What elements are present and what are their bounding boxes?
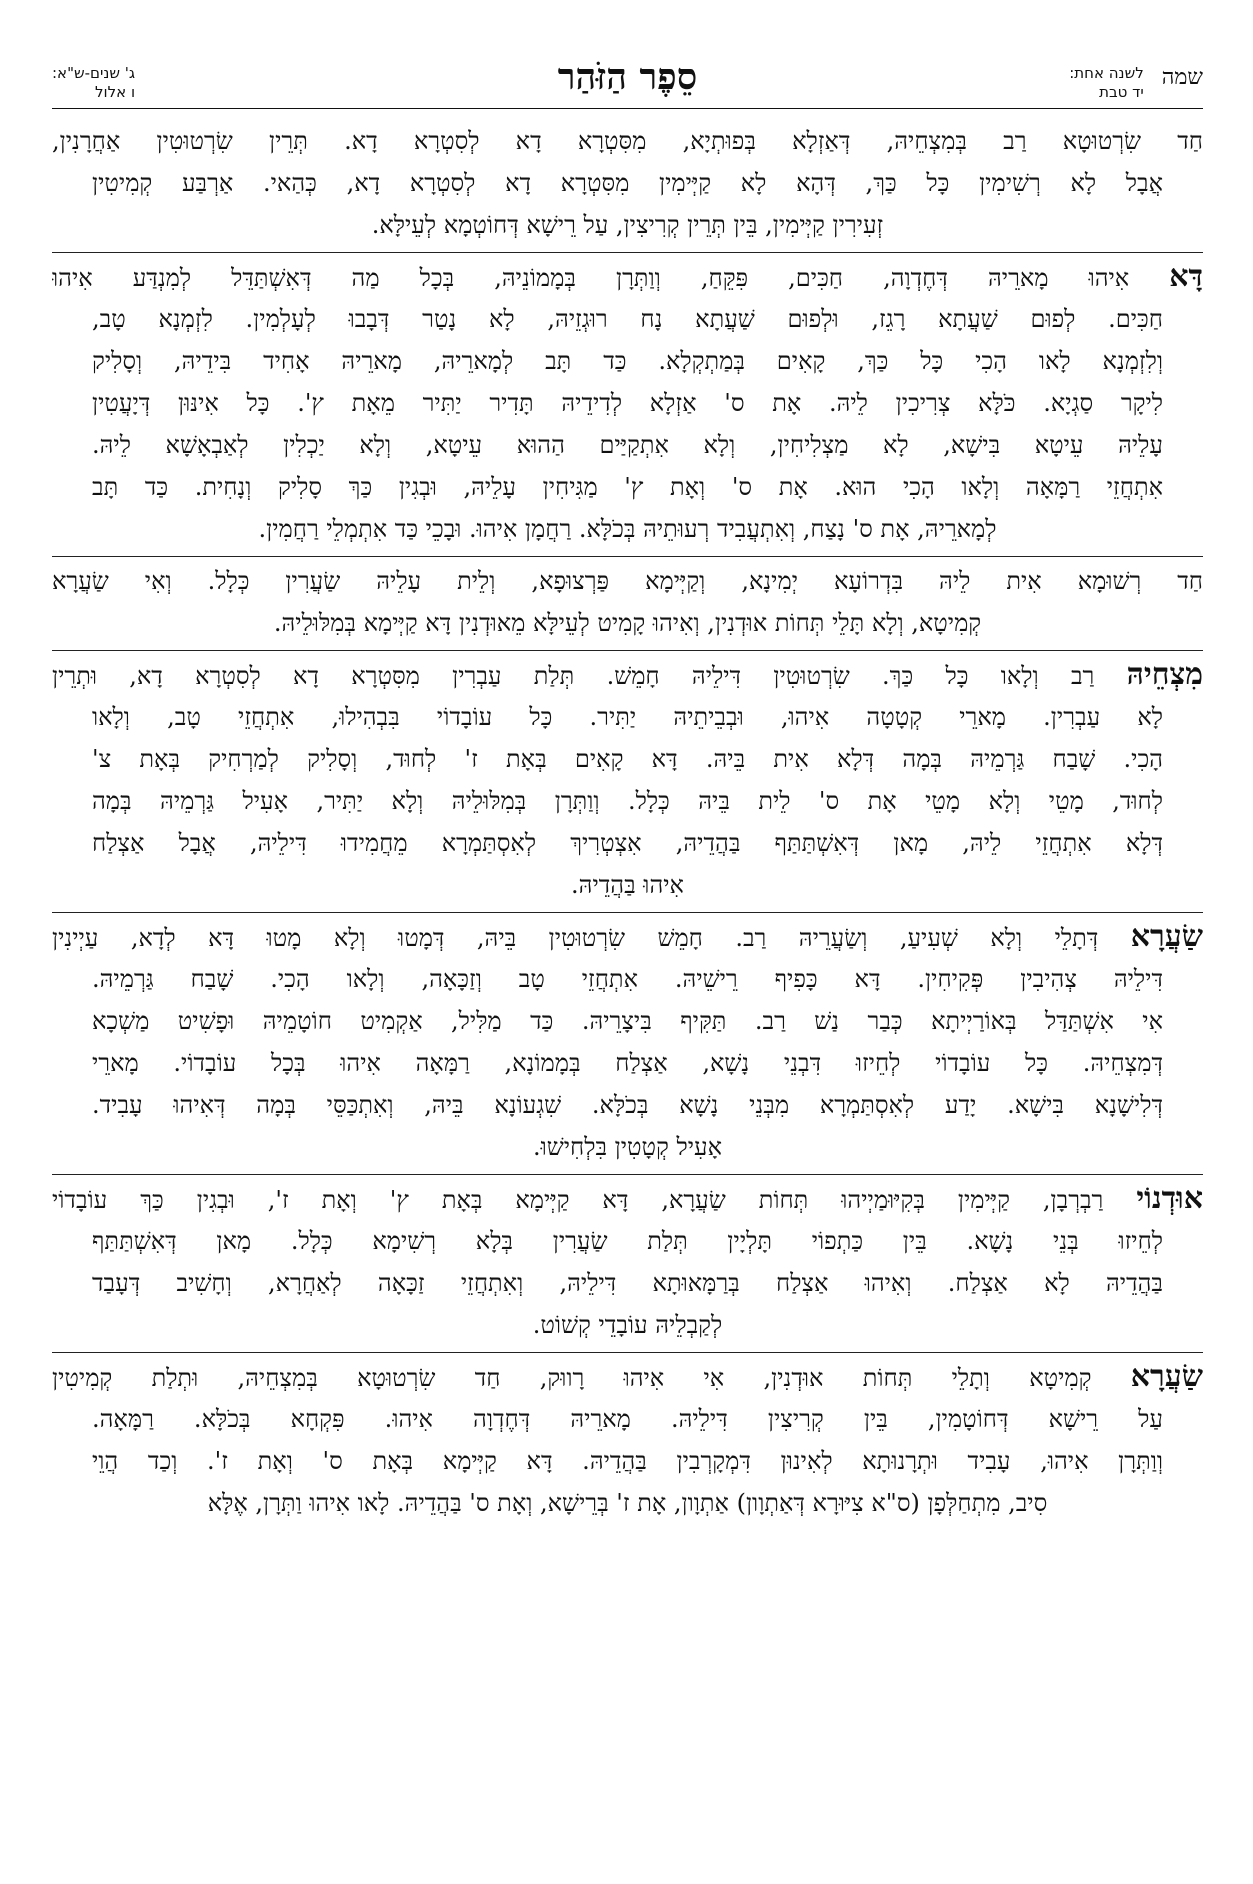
text-line bbox=[52, 738, 1203, 780]
line-text: רַבְרְבָן, קַיְּימִין בְּקִיּוּמַיְיהוּ תְּחוֹת שַׂעֲרָא, דָּא קַיְּימָא בְּאָת ץ' וְאָת ז', וּבְגִין כַּךְ עוֹבָדוֹי bbox=[52, 1186, 1104, 1214]
text-line bbox=[52, 298, 1203, 340]
line-text: דְּלָא אִתְחֲזֵי לֵיהּ, מָאן דְּאִשְׁתַּתַּף בַּהֲדֵיהּ, אִצְטְרִיךְ לְאִסְתַּמְרָא מֵחֲמִידוּ דִּילֵיהּ, אֲבָל אַצְלַח bbox=[92, 829, 1163, 857]
line-text: לְמָארֵיהּ, אָת ס' נָצַח, וְאִתְעֲבִיד רְעוּתֵיהּ בְּכֹלָּא. רַחֲמָן אִיהוּ. וּבָכֵי כַּד אִתְמְלֵי רַחֲמִין. bbox=[258, 515, 997, 543]
text-line bbox=[52, 780, 1203, 822]
line-text: אִתְחֲזֵי רַמָּאָה וְלָאו הָכִי הוּא. אָת ס' וְאָת ץ' מַגִּיחִין עָלֵיהּ, וּבְגִין כַּךְ סָלִיק וְנָחִית. כַּד תָּב bbox=[92, 473, 1163, 501]
line-text: זְעִירִין קַיְּימִין, בֵּין תְּרֵין קְרִיצִין, עַל רֵישָׁא דְּחוֹטְמָא לְעֵילָּא. bbox=[371, 211, 884, 239]
text-line bbox=[52, 1042, 1203, 1084]
text-line bbox=[52, 1262, 1203, 1304]
text-line bbox=[52, 696, 1203, 738]
text-line bbox=[52, 654, 1203, 696]
line-text: דְּתָלֵי וְלָא שְׁעִיעַ, וְשַׂעֲרֵיהּ רַב. חָמֵשׁ שִׂרְטוּטִין בֵּיהּ, דְּמָטוּ וְלָא מָטוּ דָּא לְדָא, עַיְינִין bbox=[52, 924, 1099, 952]
text-line bbox=[52, 1304, 1203, 1346]
line-text: וְוַתְּרָן אִיהוּ, עָבִיד וּתְרָנוּתָא לְאִינוּן דִּמְקָרְבִין בַּהֲדֵיהּ. דָּא קַיְּימָא בְּאָת ס' וְאָת ז'. וְכַד הֲוֵי bbox=[92, 1447, 1163, 1475]
paragraph bbox=[52, 253, 1203, 557]
line-text: אִי אִשְׁתַּדַּל בְּאוֹרַיְיתָא כְּבַר נַשׁ רַב. תַּקִּיף בִּיצָרֵיהּ. כַּד מַלִּיל, אַקְמִיט חוֹטָמֵיהּ וּפָשִׁיט מַשְׁכָא bbox=[92, 1007, 1163, 1035]
cycle-label: ג' שנים-ש"א: bbox=[52, 64, 136, 82]
text-line bbox=[52, 1126, 1203, 1168]
text-line bbox=[52, 162, 1203, 204]
paragraph bbox=[52, 651, 1203, 913]
paragraph bbox=[52, 117, 1203, 253]
line-text: לְקַבְלֵיהּ עוֹבָדֵי קְשׁוֹט. bbox=[532, 1311, 723, 1339]
line-text: קְמִיטָא, וְלָא תָּלֵי תְּחוֹת אוּדְנִין, וְאִיהוּ קָמִיט לְעֵילָּא מֵאוּדְנִין דָּא קַיְּימָא בְּמִלּוּלֵיהּ. bbox=[273, 609, 982, 637]
paragraph-opener: מִצְחֵיהּ bbox=[1126, 657, 1203, 692]
line-text: דִּילֵיהּ צְהִיבִין פְּקִיחִין. דָּא כָּפִיף רֵישֵׁיהּ. אִתְחֲזֵי טָב וְזַכָּאָה, וְלָאו הָכִי. שָׁבַח גַּרְמֵיהּ. bbox=[92, 965, 1163, 993]
text-line bbox=[52, 1084, 1203, 1126]
cycle-date: ו אלול bbox=[95, 83, 136, 101]
schedule-date: יד טבת bbox=[1099, 83, 1144, 101]
paragraph bbox=[52, 557, 1203, 651]
line-text: לִיקָר סַגְיָא. כֹּלָּא צְרִיכִין לֵיהּ. אָת ס' אַזְלָא לְדִידֵיהּ תָּדִיר יַתִּיר מֵאָת ץ'. כָּל אִינּוּן דְּיָעֲטִין bbox=[92, 389, 1163, 417]
paragraph bbox=[52, 1175, 1203, 1353]
text-line bbox=[52, 958, 1203, 1000]
line-text: אֲבָל לָא רְשִׁימִין כָּל כַּךְ, דְּהָא לָא קַיְּימִין מִסִּטְרָא דָא לְסִטְרָא דָא, כְּהַאי. אַרְבַּע קְמִיטִין bbox=[92, 169, 1163, 197]
line-text: אִיהוּ בַּהֲדֵיהּ. bbox=[571, 871, 684, 899]
paragraph-opener: שַׂעֲרָא bbox=[1130, 1359, 1203, 1394]
line-text: דְּלִישָׁנָא בִּישָׁא. יָדַע לְאִסְתַּמְרָא מִבְּנֵי נָשָׁא בְּכֹלָּא. שִׁגְעוֹנָא בֵּיהּ, וְאִתְכַּסֵּי בְּמָה דְּאִיהוּ עָבִיד. bbox=[92, 1091, 1163, 1119]
line-text: לָא עַבְרִין. מָארֵי קְטָטָה אִיהוּ, וּבְבֵיתֵיהּ יַתִּיר. כָּל עוֹבָדוֹי בִּבְהִילוּ, אִתְחֲזֵי טָב, וְלָאו bbox=[92, 703, 1163, 731]
text-body bbox=[52, 117, 1203, 1530]
text-line bbox=[52, 256, 1203, 298]
schedule-label: לשנה אחת: bbox=[1069, 64, 1144, 82]
text-line bbox=[52, 1398, 1203, 1440]
text-line bbox=[52, 120, 1203, 162]
paragraph-opener: דָּא bbox=[1169, 259, 1203, 294]
text-line bbox=[52, 602, 1203, 644]
text-line bbox=[52, 382, 1203, 424]
line-text: אִיהוּ מָארֵיהּ דְּחֶדְוָה, חַכִּים, פִּקֵּחַ, וְוַתְּרָן בְּמָמוֹנֵיהּ, בְּכָל מַה דְּאִשְׁתַּדֵּל לְמִנְדַּע אִיהוּ bbox=[52, 264, 1130, 292]
text-line bbox=[52, 1482, 1203, 1524]
line-text: אָעִיל קְטָטִין בִּלְחִישׁוּ. bbox=[532, 1133, 723, 1161]
line-text: רַב וְלָאו כָּל כַּךְ. שִׂרְטוּטִין דִּילֵיהּ חָמֵשׁ. תְּלַת עַבְרִין מִסִּטְרָא דָא לְסִטְרָא דָא, וּתְרֵין bbox=[52, 662, 1095, 690]
text-line bbox=[52, 822, 1203, 864]
line-text: הָכִי. שָׁבַח גַּרְמֵיהּ בְּמָה דְּלָא אִית בֵּיהּ. דָּא קָאִים בְּאָת ז' לְחוּד, וְסָלִיק לְמַרְחִיק בְּאָת צ' bbox=[92, 745, 1163, 773]
text-line bbox=[52, 1178, 1203, 1220]
line-text: סִיב, מִתְחַלְּפָן (ס"א צִיּוּרָא דְּאַתְוָון) אַתְוָון, אָת ז' בְּרֵישָׁא, וְאָת ס' בַּהֲדֵיהּ. לָאו אִיהוּ וַתְּרָן, אֶלָּא bbox=[207, 1489, 1048, 1517]
paragraph bbox=[52, 1353, 1203, 1530]
text-line bbox=[52, 204, 1203, 246]
text-line bbox=[52, 560, 1203, 602]
text-line bbox=[52, 1356, 1203, 1398]
line-text: בַּהֲדֵיהּ לָא אַצְלַח. וְאִיהוּ אַצְלַח בְּרַמָּאוּתָא דִּילֵיהּ, וְאִתְחֲזֵי זַכָּאָה לְאַחֲרָא, וְחָשִׁיב דְּעָבַד bbox=[92, 1269, 1163, 1297]
line-text: עָלֵיהּ עֵיטָא בִּישָׁא, לָא מַצְלִיחִין, וְלָא אִתְקַיַּים הַהוּא עֵיטָא, וְלָא יַכְלִין לְאַבְאָשָׁא לֵיהּ. bbox=[92, 431, 1163, 459]
line-text: עַל רֵישָׁא דְּחוֹטָמִין, בֵּין קְרִיצִין דִּילֵיהּ. מָארֵיהּ דְּחֶדְוָה אִיהוּ. פִּקְחָא בְּכֹלָּא. רַמָּאָה. bbox=[92, 1405, 1163, 1433]
text-line bbox=[52, 864, 1203, 906]
line-text: חַד רְשׁוּמָא אִית לֵיהּ בִּדְרוֹעָא יְמִינָא, וְקַיְּימָא פַּרְצוּפָא, וְלֵית עָלֵיהּ שַׂעֲרִין כְּלָל. וְאִי שַׂעֲרָא bbox=[52, 567, 1203, 595]
book-title: סֵפֶר הַזֹּהַר bbox=[557, 56, 698, 98]
text-line bbox=[52, 340, 1203, 382]
line-text: לְחֵיזוּ בְּנֵי נָשָׁא. בֵּין כַּתְפוֹי תָּלְיָין תְּלַת שַׂעֲרִין בְּלָא רְשִׁימָא כְּלָל. מָאן דְּאִשְׁתַּתַּף bbox=[92, 1227, 1163, 1255]
line-text: לְחוּד, מָטֵי וְלָא מָטֵי אָת ס' לֵית בֵּיהּ כְּלָל. וְוַתְּרָן בְּמִלּוּלֵיהּ וְלָא יַתִּיר, אָעִיל גַּרְמֵיהּ בְּמָה bbox=[92, 787, 1163, 815]
line-text: חַכִּים. לְפוּם שַׁעֲתָא רָגֵז, וּלְפוּם שַׁעֲתָא נָח רוּגְזֵיהּ, לָא נָטַר דְּבָבוּ לְעָלְמִין. לִזְמְנָא טָב, bbox=[92, 305, 1163, 333]
line-text: חַד שִׂרְטוּטָא רַב בְּמִצְחֵיהּ, דְּאַזְלָא בְּפוּתְיָא, מִסִּטְרָא דָא לְסִטְרָא דָא. תְּרֵין שִׂרְטוּטִין אַחֲרָנִין, bbox=[52, 127, 1203, 155]
paragraph-opener: אוּדְנוֹי bbox=[1136, 1181, 1203, 1216]
text-line bbox=[52, 1440, 1203, 1482]
text-line bbox=[52, 508, 1203, 550]
text-line bbox=[52, 1220, 1203, 1262]
page-header bbox=[52, 56, 1203, 109]
paragraph-opener: שַׂעֲרָא bbox=[1130, 919, 1203, 954]
text-line bbox=[52, 466, 1203, 508]
section-name: שמה bbox=[1161, 65, 1203, 90]
text-line bbox=[52, 916, 1203, 958]
line-text: וְלִזְמְנָא לָאו הָכִי כָּל כַּךְ, קָאִים בְּמַתְקְלָא. כַּד תָּב לְמָארֵיהּ, מָארֵיהּ אָחִיד בִּידֵיהּ, וְסָלִיק bbox=[92, 347, 1163, 375]
cycle-schedule bbox=[52, 64, 135, 102]
paragraph bbox=[52, 913, 1203, 1175]
line-text: קְמִיטָא וְתָלֵי תְּחוֹת אוּדְנִין, אִי אִיהוּ רָווּק, חַד שִׂרְטוּטָא בְּמִצְחֵיהּ, וּתְלַת קְמִיטִין bbox=[52, 1364, 1092, 1392]
text-line bbox=[52, 1000, 1203, 1042]
line-text: דְּמִצְחֵיהּ. כָּל עוֹבָדוֹי לְחֵיזוּ דִּבְנֵי נָשָׁא, אַצְלַח בְּמָמוֹנָא, רַמָּאָה אִיהוּ בְּכָל עוֹבָדוֹי. מָארֵי bbox=[92, 1049, 1163, 1077]
text-line bbox=[52, 424, 1203, 466]
